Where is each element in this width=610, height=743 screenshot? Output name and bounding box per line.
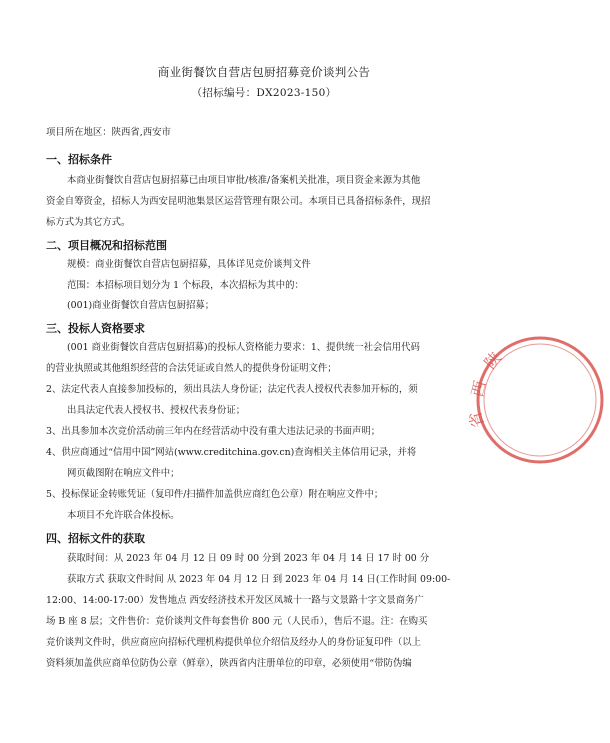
section-4-line: 获取时间：从 2023 年 04 月 12 日 09 时 00 分到 2023 年 04 月 14 日 17 时 00 分: [67, 553, 430, 564]
project-location: 项目所在地区：陕西省,西安市: [46, 127, 171, 138]
svg-text:西: 西: [467, 378, 491, 400]
section-2-line: 规模：商业街餐饮自营店包厨招募，具体详见竞价谈判文件: [67, 259, 311, 270]
section-3-line: 3、出具参加本次竞价活动前三年内在经营活动中没有重大违法记录的书面声明；: [46, 426, 381, 437]
section-heading-2: 二、项目概况和招标范围: [46, 239, 167, 252]
section-4-line: 场 B 座 8 层；文件售价：竞价谈判文件每套售价 800 元（人民币），售后不退。注：在购买: [46, 616, 428, 627]
section-3-line: 网页截图附在响应文件中；: [67, 468, 180, 479]
section-3-line: (001 商业街餐饮自营店包厨招募)的投标人资格能力要求：1、提供统一社会信用代码: [67, 342, 420, 353]
official-seal-stamp: [465, 330, 610, 470]
section-4-line: 获取方式 获取文件时间 从 2023 年 04 月 12 日 到 2023 年 04 月 14 日(工作时间 09:00-: [67, 574, 451, 585]
section-1-line: 标方式为其它方式。: [46, 217, 131, 228]
document-number: （招标编号：DX2023-150）: [191, 87, 337, 99]
section-heading-1: 一、招标条件: [46, 153, 112, 166]
section-3-line: 的营业执照或其他组织经营的合法凭证或自然人的提供身份证明文件；: [46, 363, 337, 374]
section-heading-4: 四、招标文件的获取: [46, 532, 145, 545]
section-3-line: 4、供应商通过“信用中国”网站(www.creditchina.gov.cn)查询相关主体信用记录，并将: [46, 447, 417, 458]
section-3-line: 5、投标保证金转账凭证（复印件/扫描件加盖供应商红色公章）附在响应文件中；: [46, 489, 384, 500]
section-2-line: (001)商业街餐饮自营店包厨招募；: [67, 300, 215, 311]
section-3-line: 2、法定代表人直接参加投标的，须出具法人身份证；法定代表人授权代表参加开标的，须: [46, 384, 418, 395]
section-4-line: 竞价谈判文件时，供应商应向招标代理机构提供单位介绍信及经办人的身份证复印件（以上: [46, 637, 422, 648]
section-2-line: 范围：本招标项目划分为 1 个标段，本次招标为其中的：: [67, 280, 304, 291]
section-1-line: 本商业街餐饮自营店包厨招募已由项目审批/核准/备案机关批准，项目资金来源为其他: [67, 175, 421, 186]
section-4-line: 12:00、14:00-17:00）发售地点 西安经济技术开发区凤城十一路与文景路十字文景商务广: [46, 595, 424, 606]
section-3-line: 出具法定代表人授权书、授权代表身份证；: [67, 405, 246, 416]
section-3-line: 本项目不允许联合体投标。: [67, 510, 180, 521]
section-1-line: 资金自筹资金，招标人为西安昆明池集景区运营管理有限公司。本项目已具备招标条件，现招: [46, 196, 431, 207]
svg-text:陕: 陕: [480, 348, 506, 373]
document-title: 商业街餐饮自营店包厨招募竞价谈判公告: [157, 65, 371, 79]
section-4-line: 资料须加盖供应商单位防伪公章（鲜章），陕西省内注册单位的印章，必须使用“带防伪编: [46, 658, 412, 669]
section-heading-3: 三、投标人资格要求: [46, 322, 145, 335]
svg-text:省: 省: [465, 409, 488, 430]
